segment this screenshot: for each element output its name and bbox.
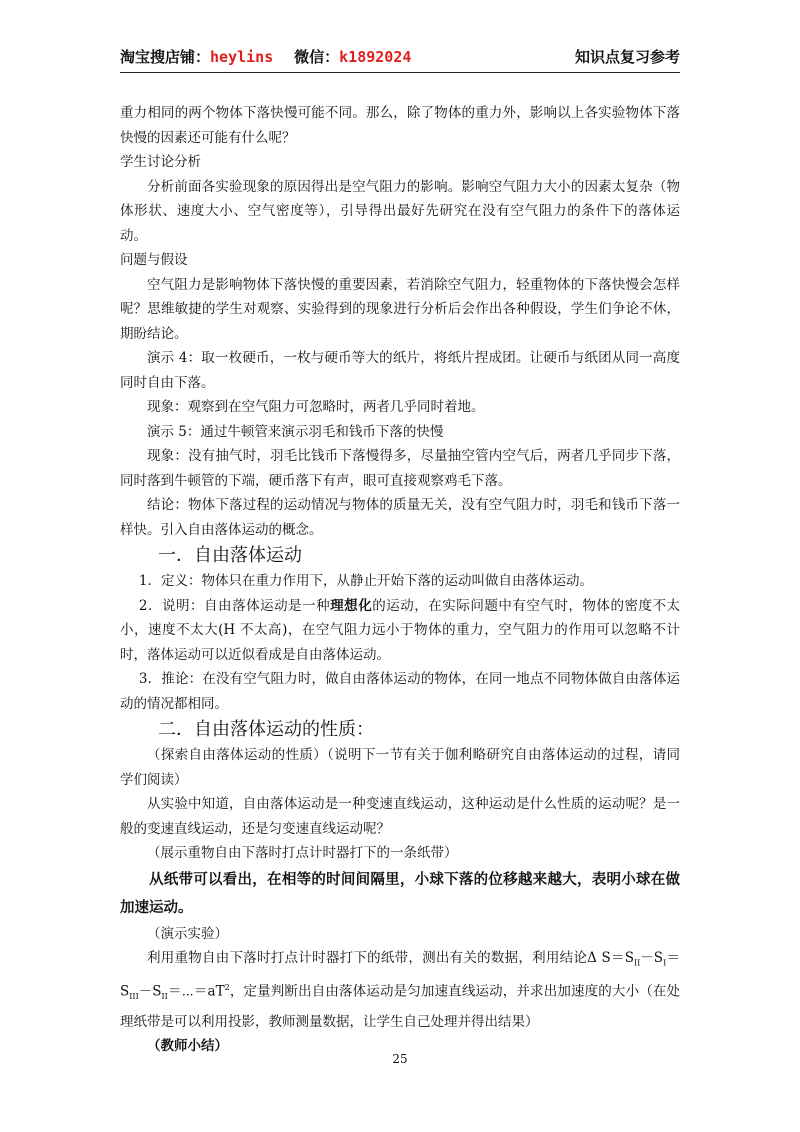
- bold-paragraph: 从纸带可以看出，在相等的时间间隔里，小球下落的位移越来越大，表明小球在做加速运动。: [120, 870, 680, 916]
- wechat-id: k1892024: [339, 48, 412, 66]
- header-shop-info: [120, 46, 411, 67]
- shop-name: heylins: [210, 48, 274, 66]
- paragraph: 现象：观察到在空气阻力可忽略时，两者几乎同时着地。: [147, 399, 485, 415]
- explanation: [120, 594, 680, 668]
- page-header: [120, 44, 680, 73]
- header-title: 知识点复习参考: [574, 48, 680, 66]
- paragraph: 分析前面各实验现象的原因得出是空气阻力的影响。影响空气阻力大小的因素太复杂（物体形状、速度大小、空气密度等），引导得出最好先研究在没有空气阻力的条件下的落体运动。: [120, 178, 680, 244]
- section-label: 问题与假设: [120, 252, 188, 268]
- paragraph: 结论：物体下落过程的运动情况与物体的质量无关，没有空气阻力时，羽毛和钱币下落一样快。引入自由落体运动的概念。: [120, 497, 680, 538]
- subscript: II: [633, 958, 641, 968]
- section-label: 学生讨论分析: [120, 154, 201, 170]
- shop-label: 淘宝搜店铺：: [120, 48, 211, 66]
- page-body: [120, 101, 680, 1059]
- text-run: －S: [640, 950, 664, 966]
- paragraph: （展示重物自由下落时打点计时器打下的一条纸带）: [147, 845, 458, 861]
- paragraph: 空气阻力是影响物体下落快慢的重要因素，若消除空气阻力，轻重物体的下落快慢会怎样呢？思维敏捷的学生对观察、实验得到的现象进行分析后会作出各种假设，学生们争论不休，期盼结论。: [120, 276, 680, 342]
- text-run: ，定量判断出自由落体运动是匀加速直线运动，并求出加速度的大小（在处理纸带是可以利用投影，教师测量数据，让学生自己处理并得出结果）: [120, 983, 681, 1030]
- text-run: －S: [138, 983, 162, 1000]
- section-heading: 二．自由落体运动的性质：: [158, 719, 374, 740]
- definition: 1．定义：物体只在重力作用下，从静止开始下落的运动叫做自由落体运动。: [138, 573, 593, 589]
- paragraph: 现象：没有抽气时，羽毛比钱币下落慢得多，尽量抽空管内空气后，两者几乎同步下落，同时落到牛顿管的下端，硬币落下有声，眼可直接观察鸡毛下落。: [120, 448, 680, 489]
- paragraph: （演示实验）: [147, 925, 228, 942]
- superscript: 2: [224, 983, 230, 993]
- paragraph: 重力相同的两个物体下落快慢可能不同。那么，除了物体的重力外，影响以上各实验物体下落快慢的因素还可能有什么呢？: [120, 105, 680, 146]
- wechat-label: 微信：: [294, 48, 340, 66]
- formula-paragraph: [120, 946, 680, 1034]
- subscript: II: [161, 992, 168, 1002]
- text-run: 利用重物自由下落时打点计时器打下的纸带，测出有关的数据，利用结论Δ S＝S: [147, 950, 634, 966]
- text-run: 2．说明：自由落体运动是一种: [138, 597, 331, 614]
- subscript: III: [129, 992, 139, 1002]
- paragraph: （教师小结）: [147, 1038, 228, 1055]
- paragraph: 演示 5：通过牛顿管来演示羽毛和钱币下落的快慢: [147, 423, 444, 440]
- section-heading: 一．自由落体运动: [158, 545, 302, 566]
- inference: 3．推论：在没有空气阻力时，做自由落体运动的物体，在同一地点不同物体做自由落体运动的情况都相同。: [120, 671, 680, 712]
- page-number: 25: [392, 1052, 408, 1066]
- emphasis: 理想化: [330, 597, 373, 614]
- paragraph: 演示 4：取一枚硬币，一枚与硬币等大的纸片，将纸片捏成团。让硬币与纸团从同一高度同时自由下落。: [120, 350, 680, 391]
- subscript: I: [663, 958, 667, 968]
- paragraph: （探索自由落体运动的性质）（说明下一节有关于伽利略研究自由落体运动的过程，请同学们阅读）: [120, 747, 680, 788]
- text-run: ＝S: [120, 950, 680, 1000]
- text-run: ＝⋯＝aT: [167, 983, 225, 1000]
- text-run: 的运动，在实际问题中有空气时，物体的密度不太小，速度不太大(H 不太高)，在空气阻力远小于物体的重力，空气阻力的作用可以忽略不计时，落体运动可以近似看成是自由落体运动。: [120, 597, 681, 663]
- paragraph: 从实验中知道，自由落体运动是一种变速直线运动，这种运动是什么性质的运动呢？是一般的变速直线运动，还是匀变速直线运动呢？: [120, 796, 680, 837]
